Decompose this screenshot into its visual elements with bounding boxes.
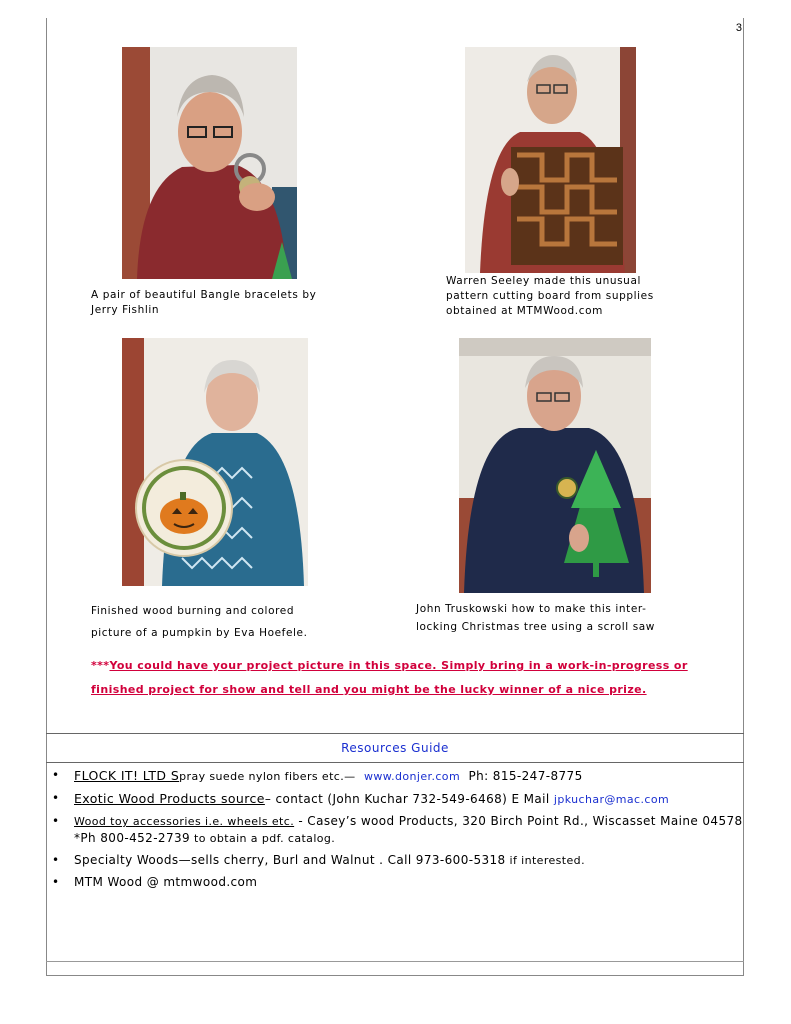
bullet-icon: • [52, 853, 60, 867]
resource-item-wood-toy [50, 813, 744, 847]
wood-toy-catalog-note: to obtain a pdf. catalog. [190, 832, 336, 845]
bullet-icon: • [52, 875, 60, 889]
promo-notice [91, 654, 691, 702]
bullet-icon: • [52, 791, 60, 805]
bullet-icon: • [52, 814, 60, 828]
resource-item-flock-it [50, 767, 744, 785]
mtm-wood-text: MTM Wood @ mtmwood.com [74, 875, 258, 889]
bottom-divider [46, 961, 744, 962]
caption-cutting-board: Warren Seeley made this unusual pattern cutting board from supplies obtained at MTMWood.com [446, 275, 654, 317]
specialty-woods-text: Specialty Woods—sells cherry, Burl and Walnut . Call 973-600-5318 [74, 853, 506, 867]
photo-pumpkin-wood-burning [122, 338, 308, 586]
page-number: 3 [735, 22, 742, 34]
caption-bangle-bracelets: A pair of beautiful Bangle bracelets by Jerry Fishlin [91, 289, 317, 316]
flock-it-phone: Ph: 815-247-8775 [468, 769, 583, 783]
bullet-icon: • [52, 768, 60, 782]
caption-christmas-tree: John Truskowski how to make this inter-locking Christmas tree using a scroll saw [416, 603, 655, 633]
flock-it-link[interactable]: FLOCK IT! LTD S [74, 768, 180, 783]
resource-item-specialty-woods [50, 852, 744, 869]
photo-cutting-board [465, 47, 636, 273]
promo-text: You could have your project picture in this space. Simply bring in a work-in-progress or finished project for show and tell and you might be the lucky winner of a nice prize. [91, 659, 688, 696]
wood-toy-link[interactable]: Wood toy accessories i.e. wheels etc. [74, 815, 295, 828]
donjer-link[interactable]: www.donjer.com [363, 770, 461, 783]
flock-it-description: pray suede nylon fibers etc.— [179, 770, 356, 783]
resource-item-exotic-wood [50, 790, 744, 808]
caption-pumpkin-wood-burning: Finished wood burning and colored picture of a pumpkin by Eva Hoefele. [91, 605, 308, 639]
resource-item-mtm-wood [50, 874, 744, 891]
specialty-woods-note: if interested. [505, 854, 585, 867]
resources-list [46, 767, 744, 891]
photo-christmas-tree [459, 338, 651, 593]
wood-toy-description: - Casey’s wood Products, 320 Birch Point Rd., Wiscasset Maine 04578 *Ph 800-452-2739 [74, 814, 743, 845]
resources-guide [46, 733, 744, 961]
jpkuchar-email-link[interactable]: jpkuchar@mac.com [553, 793, 670, 806]
promo-stars: *** [91, 659, 110, 672]
resources-title: Resources Guide [46, 734, 744, 763]
exotic-wood-contact: – contact (John Kuchar 732-549-6468) E Mail [264, 792, 550, 806]
exotic-wood-link[interactable]: Exotic Wood Products source [74, 791, 265, 806]
photo-bangle-bracelets [122, 47, 297, 279]
